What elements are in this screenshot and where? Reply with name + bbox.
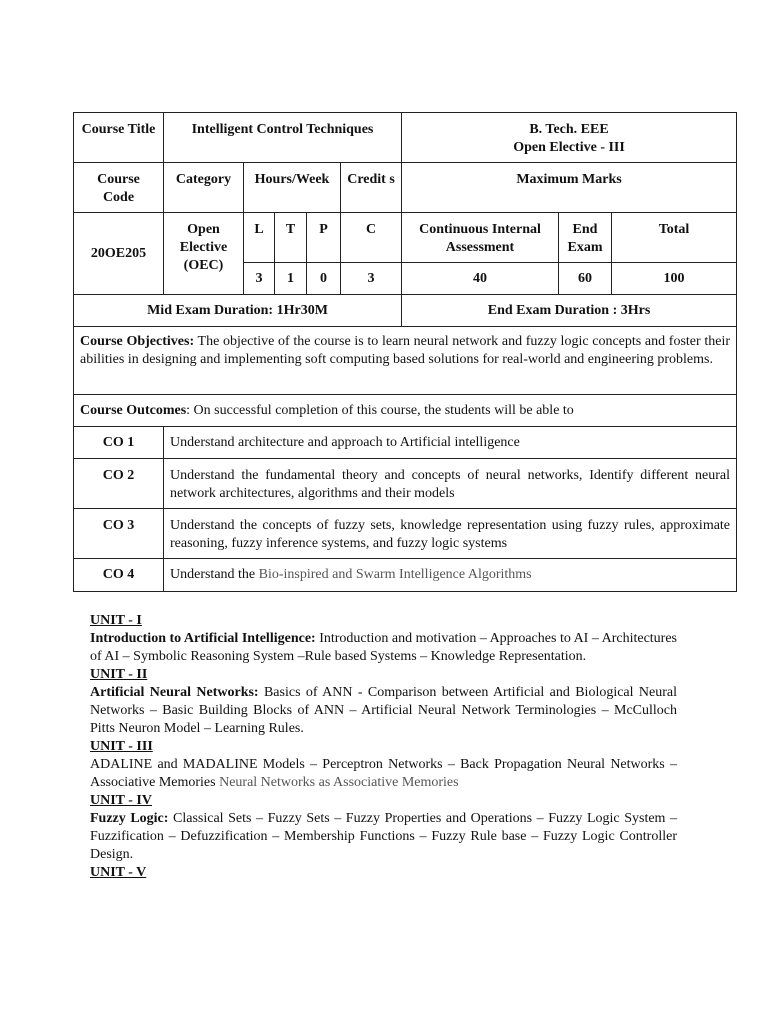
c-label: C bbox=[341, 213, 402, 263]
total-value: 100 bbox=[612, 263, 737, 295]
co-code: CO 3 bbox=[74, 509, 164, 559]
unit-body: ADALINE and MADALINE Models – Perceptron Networks – Back Propagation Neural Networks – Associative Memories Neural Networks as Associative Memories bbox=[90, 757, 677, 790]
program-cell bbox=[402, 113, 737, 163]
unit-body: Artificial Neural Networks: Basics of ANN - Comparison between Artificial and Biological Neural Networks – Basic Building Blocks of ANN – Artificial Neural Network Terminologies – McCulloch Pitts Neuron Model – Learning Rules. bbox=[90, 685, 678, 736]
t-label: T bbox=[275, 213, 307, 263]
course-objectives bbox=[74, 327, 737, 395]
units-section bbox=[90, 612, 677, 882]
unit-heading: UNIT - I bbox=[90, 613, 142, 628]
l-label: L bbox=[244, 213, 275, 263]
co-text: Understand the Bio-inspired and Swarm Intelligence Algorithms bbox=[164, 559, 737, 592]
co-text: Understand the concepts of fuzzy sets, knowledge representation using fuzzy rules, approximate reasoning, fuzzy inference systems, and fuzzy logic systems bbox=[164, 509, 737, 559]
total-label: Total bbox=[612, 213, 737, 263]
unit-body: Introduction to Artificial Intelligence: Introduction and motivation – Approaches to AI – Architectures of AI – Symbolic Reasoning System –Rule based Systems – Knowledge Representation. bbox=[90, 631, 677, 664]
mid-exam-duration: Mid Exam Duration: 1Hr30M bbox=[74, 295, 402, 327]
unit-heading: UNIT - II bbox=[90, 667, 148, 682]
co-text: Understand architecture and approach to Artificial intelligence bbox=[164, 427, 737, 459]
course-code: 20OE205 bbox=[74, 213, 164, 295]
cia-label: Continuous Internal Assessment bbox=[402, 213, 559, 263]
outcomes-text: : On successful completion of this course, the students will be able to bbox=[186, 402, 574, 418]
objectives-text: The objective of the course is to learn neural network and fuzzy logic concepts and foster their abilities in designing and implementing soft computing based solutions for real-world and engineering problems. bbox=[80, 334, 731, 367]
co-code: CO 1 bbox=[74, 427, 164, 459]
outcome-row bbox=[74, 427, 737, 459]
end-exam-duration: End Exam Duration : 3Hrs bbox=[402, 295, 737, 327]
unit-heading: UNIT - V bbox=[90, 865, 147, 880]
outcome-row bbox=[74, 509, 737, 559]
elective-name: Open Elective - III bbox=[513, 140, 625, 155]
category: Open Elective (OEC) bbox=[164, 213, 244, 295]
hours-week-label: Hours/Week bbox=[244, 163, 341, 213]
max-marks-label: Maximum Marks bbox=[402, 163, 737, 213]
program-name: B. Tech. EEE bbox=[529, 122, 609, 137]
course-title-label: Course Title bbox=[74, 113, 164, 163]
category-label: Category bbox=[164, 163, 244, 213]
co-code: CO 4 bbox=[74, 559, 164, 592]
outcome-row bbox=[74, 559, 737, 592]
l-value: 3 bbox=[244, 263, 275, 295]
end-exam-value: 60 bbox=[559, 263, 612, 295]
p-label: P bbox=[307, 213, 341, 263]
unit-body: Fuzzy Logic: Classical Sets – Fuzzy Sets – Fuzzy Properties and Operations – Fuzzy Logic System – Fuzzification – Defuzzification – Membership Functions – Fuzzy Rule base – Fuzzy Logic Controller Design. bbox=[90, 811, 677, 862]
unit-heading: UNIT - III bbox=[90, 739, 153, 754]
outcome-row bbox=[74, 459, 737, 509]
course-syllabus-table bbox=[73, 112, 737, 592]
credits-label: Credit s bbox=[341, 163, 402, 213]
p-value: 0 bbox=[307, 263, 341, 295]
course-outcomes bbox=[74, 395, 737, 427]
unit-heading: UNIT - IV bbox=[90, 793, 152, 808]
course-code-label: Course Code bbox=[74, 163, 164, 213]
co-text: Understand the fundamental theory and concepts of neural networks, Identify different neural network architectures, algorithms and their models bbox=[164, 459, 737, 509]
outcomes-label: Course Outcomes bbox=[80, 402, 187, 418]
co-code: CO 2 bbox=[74, 459, 164, 509]
t-value: 1 bbox=[275, 263, 307, 295]
objectives-label: Course Objectives: bbox=[80, 334, 195, 349]
cia-value: 40 bbox=[402, 263, 559, 295]
c-value: 3 bbox=[341, 263, 402, 295]
course-title: Intelligent Control Techniques bbox=[164, 113, 402, 163]
end-exam-label: End Exam bbox=[559, 213, 612, 263]
